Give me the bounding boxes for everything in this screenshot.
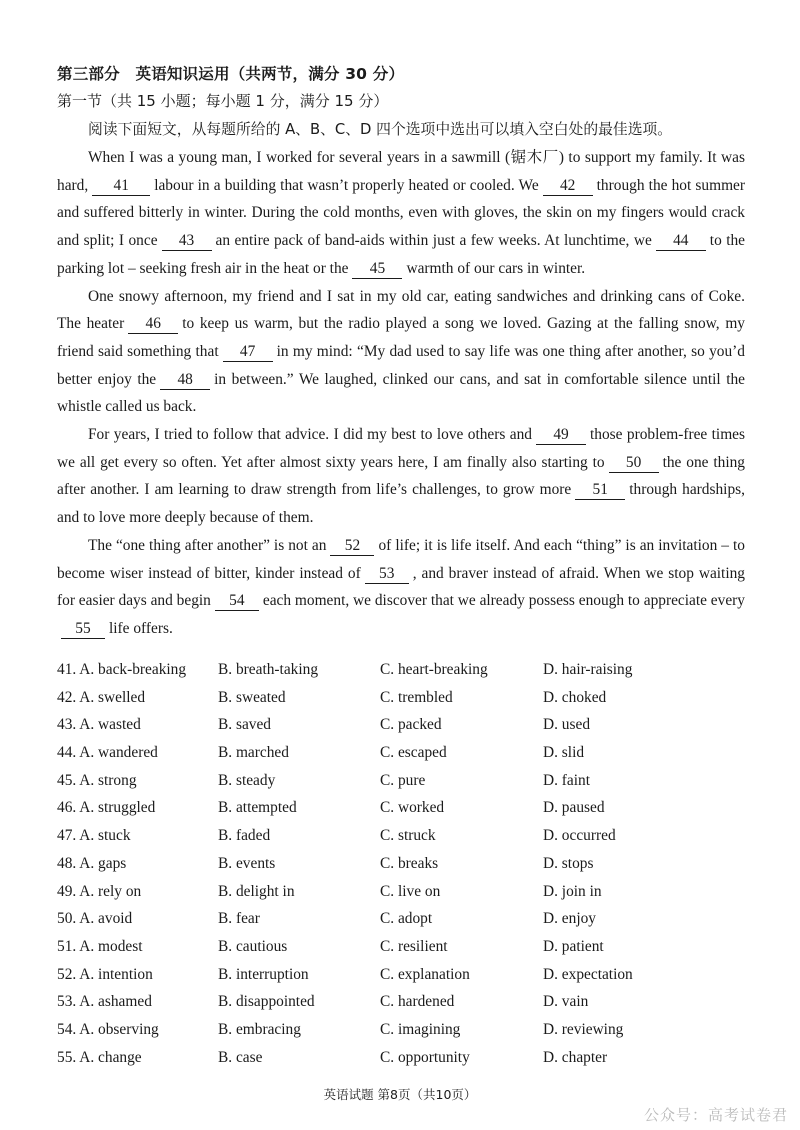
option-c: C. explanation (380, 965, 470, 983)
text-run: each moment, we discover that we already possess enough to appreciate every (262, 592, 745, 610)
text-run: through hardships, and to love more deeply because of them. (57, 481, 745, 527)
option-d: D. chapter (543, 1048, 608, 1066)
paragraph-2 (57, 283, 745, 422)
option-a: 52. A. intention (57, 965, 153, 983)
option-b: B. events (218, 854, 276, 872)
option-d: D. stops (543, 854, 594, 872)
option-d: D. used (543, 716, 591, 734)
option-b: B. cautious (218, 937, 288, 955)
option-b: B. faded (218, 827, 271, 845)
text-run: When I was a young man, I worked for several years in a sawmill (锯木厂) to support my family. It was hard, (57, 149, 745, 194)
option-d: D. expectation (543, 965, 633, 983)
text-run: to keep us warm, but the radio played a song we loved. Gazing at the falling snow, my friend said something that (57, 315, 745, 360)
option-a: 51. A. modest (57, 937, 143, 955)
blank-47: 47 (223, 343, 273, 362)
option-row-51 (57, 933, 697, 961)
blank-55: 55 (61, 620, 105, 639)
text-run: an entire pack of band-aids within just a few weeks. At lunchtime, we (215, 232, 652, 250)
option-a: 42. A. swelled (57, 688, 146, 706)
option-d: D. join in (543, 882, 602, 900)
paragraph-4 (57, 532, 745, 643)
option-c: C. hardened (380, 993, 455, 1011)
option-c: C. worked (380, 799, 445, 817)
text-run: , and braver instead of afraid. When we stop waiting for easier days and begin (57, 564, 746, 610)
blank-52: 52 (330, 537, 374, 556)
answer-options (57, 656, 697, 1071)
option-d: D. occurred (543, 827, 616, 845)
option-a: 53. A. ashamed (57, 993, 152, 1011)
option-c: C. pure (380, 771, 426, 789)
option-c: C. opportunity (380, 1048, 470, 1066)
option-c: C. live on (380, 882, 441, 900)
text-run: The “one thing after another” is not an (88, 536, 327, 554)
option-b: B. steady (218, 771, 276, 789)
text-run: the one thing after another. I am learning to draw strength from life’s challenges, to grow more (57, 453, 746, 499)
option-a: 44. A. wandered (57, 744, 158, 762)
option-row-48 (57, 850, 697, 878)
text-run: warmth of our cars in winter. (406, 259, 586, 277)
option-row-52 (57, 961, 697, 989)
option-b: B. interruption (218, 965, 309, 983)
option-a: 50. A. avoid (57, 910, 133, 928)
option-b: B. case (218, 1048, 263, 1066)
blank-53: 53 (365, 565, 409, 584)
option-d: D. faint (543, 771, 591, 789)
text-run: to the parking lot – seeking fresh air in the heat or the (57, 232, 746, 277)
option-b: B. marched (218, 744, 289, 762)
option-c: C. breaks (380, 854, 439, 872)
paragraph-1 (57, 144, 745, 283)
option-a: 46. A. struggled (57, 799, 156, 817)
cloze-passage (57, 144, 745, 643)
text-run: One snowy afternoon, my friend and I sat in my old car, eating sandwiches and drinking cans of Coke. The heater (57, 287, 745, 333)
blank-42: 42 (543, 177, 593, 196)
option-row-41 (57, 656, 697, 684)
option-b: B. delight in (218, 882, 295, 900)
option-a: 55. A. change (57, 1048, 142, 1066)
option-a: 45. A. strong (57, 771, 137, 789)
option-row-54 (57, 1016, 697, 1044)
option-d: D. paused (543, 799, 605, 817)
option-row-44 (57, 739, 697, 767)
option-a: 48. A. gaps (57, 854, 127, 872)
text-run: in my mind: “My dad used to say life was one thing after another, so you’d better enjoy the (57, 342, 745, 388)
blank-54: 54 (215, 592, 259, 611)
blank-43: 43 (162, 232, 212, 251)
option-b: B. breath-taking (218, 661, 319, 678)
option-b: B. sweated (218, 688, 286, 706)
paragraph-3 (57, 421, 745, 532)
option-c: C. adopt (380, 910, 433, 928)
instruction-text: 阅读下面短文，从每题所给的 A、B、C、D 四个选项中选出可以填入空白处的最佳选项。 (88, 121, 673, 138)
text-run: For years, I tried to follow that advice. I did my best to love others and (88, 426, 533, 444)
option-row-46 (57, 794, 697, 822)
option-b: B. disappointed (218, 993, 315, 1011)
blank-46: 46 (128, 315, 178, 334)
option-a: 54. A. observing (57, 1020, 159, 1038)
text-run: through the hot summer and suffered bitterly in winter. During the cold months, even with gloves, the skin on my fingers would crack and split; I once (57, 176, 745, 250)
option-d: D. reviewing (543, 1020, 624, 1038)
option-a: 41. A. back-breaking (57, 661, 187, 678)
option-d: D. slid (543, 744, 585, 762)
blank-41: 41 (92, 177, 150, 196)
option-row-49 (57, 878, 697, 906)
option-d: D. patient (543, 937, 604, 955)
option-c: C. struck (380, 827, 436, 845)
option-c: C. escaped (380, 744, 447, 762)
option-row-47 (57, 822, 697, 850)
blank-49: 49 (536, 426, 586, 445)
option-c: C. packed (380, 716, 442, 734)
option-b: B. saved (218, 716, 272, 734)
option-b: B. embracing (218, 1020, 301, 1038)
option-b: B. attempted (218, 799, 297, 817)
text-run: of life; it is life itself. And each “thing” is an invitation – to become wiser instead of bitter, kinder instead of (57, 536, 746, 582)
option-a: 47. A. stuck (57, 827, 131, 845)
option-c: C. trembled (380, 688, 453, 706)
blank-48: 48 (160, 371, 210, 390)
option-row-53 (57, 988, 697, 1016)
option-row-42 (57, 684, 697, 712)
option-d: D. vain (543, 993, 589, 1011)
option-c: C. heart-breaking (380, 661, 488, 678)
option-a: 49. A. rely on (57, 882, 142, 900)
text-run: in between.” We laughed, clinked our cans, and sat in comfortable silence until the whistle called us back. (57, 370, 746, 416)
text-run: labour in a building that wasn’t properly heated or cooled. We (154, 176, 539, 194)
text-run: those problem-free times we all get every so often. Yet after almost sixty years here, I am finally also starting to (57, 426, 745, 471)
part-title: 第三部分 英语知识运用（共两节，满分 30 分） (57, 65, 405, 83)
option-c: C. resilient (380, 937, 448, 955)
blank-44: 44 (656, 232, 706, 251)
option-row-45 (57, 767, 697, 795)
option-d: D. enjoy (543, 910, 597, 928)
option-a: 43. A. wasted (57, 716, 141, 734)
section-title: 第一节（共 15 小题；每小题 1 分，满分 15 分） (57, 92, 389, 110)
text-run: life offers. (109, 619, 173, 637)
blank-50: 50 (609, 454, 659, 473)
option-d: D. hair-raising (543, 661, 633, 678)
watermark: 公众号：高考试卷君 (643, 1106, 788, 1124)
option-row-55 (57, 1044, 697, 1072)
blank-51: 51 (575, 481, 625, 500)
page-footer: 英语试题 第8页（共10页） (323, 1087, 477, 1102)
option-c: C. imagining (380, 1020, 461, 1038)
option-row-43 (57, 711, 697, 739)
option-b: B. fear (218, 910, 260, 928)
option-row-50 (57, 905, 697, 933)
option-d: D. choked (543, 688, 607, 706)
blank-45: 45 (352, 260, 402, 279)
